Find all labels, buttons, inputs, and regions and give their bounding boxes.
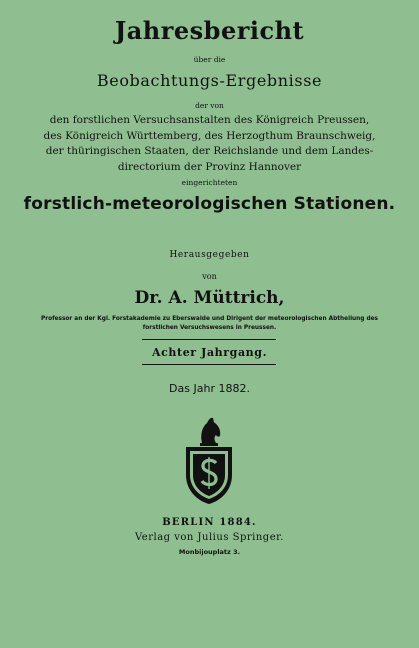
divider <box>142 339 276 340</box>
volume-label: Achter Jahrgang. <box>152 346 267 359</box>
divider <box>142 364 276 365</box>
institutions-block <box>0 113 419 175</box>
over-label: über die <box>193 55 226 64</box>
institution-line: den forstlichen Versuchsanstalten des Königreich Preussen, <box>49 114 370 126</box>
der-von-label: der von <box>195 101 224 110</box>
institution-line: der thüringischen Staaten, der Reichslande und dem Landes- <box>45 145 374 157</box>
publisher-address: Monbijouplatz 3. <box>178 548 241 556</box>
von-label: von <box>202 272 217 281</box>
subtitle: Beobachtungs-Ergebnisse <box>96 71 323 90</box>
affiliation-line: Professor an der Kgl. Forstakademie zu Eberswalde und Dirigent der meteorologischen Abtheilung des <box>40 316 379 322</box>
affiliation-line: forstlichen Versuchswesens in Preussen. <box>142 325 277 331</box>
publication-place-year: BERLIN 1884. <box>162 517 257 528</box>
edited-label: Herausgegeben <box>169 250 250 260</box>
author-name: Dr. A. Müttrich, <box>134 288 285 308</box>
institution-line: des Königreich Württemberg, des Herzogthum Braunschweig, <box>43 129 376 142</box>
author-affiliation <box>0 315 419 333</box>
institution-line: directorium der Provinz Hannover <box>117 160 302 173</box>
page-title: Jahresbericht <box>114 16 305 45</box>
publisher-name: Verlag von Julius Springer. <box>135 532 284 543</box>
year-label: Das Jahr 1882. <box>169 382 250 395</box>
stations-heading: forstlich-meteorologischen Stationen. <box>23 194 396 214</box>
springer-knight-shield-icon <box>180 413 238 505</box>
eingerichteten-label: eingerichteten <box>181 178 238 187</box>
